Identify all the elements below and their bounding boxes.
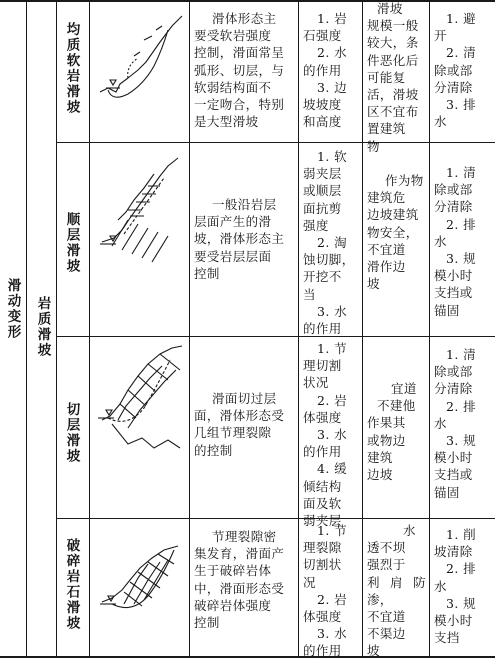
row-2-hazard-line: 建筑	[367, 449, 393, 465]
row-1-factor-line: 弱夹层	[303, 166, 342, 182]
bedding-slope-diagram	[98, 150, 184, 330]
row-1-measure-line: 支挡或	[434, 285, 473, 301]
row-2-measure-line: 水	[434, 415, 447, 431]
row-1-hazard-line: 建筑危	[367, 190, 406, 206]
row-2-description	[194, 390, 294, 459]
row-name-homogeneous-soft-rock: 均质软岩滑坡	[63, 22, 80, 115]
row-0-measures	[434, 10, 492, 130]
col-divider-6	[362, 0, 363, 658]
row-0-description-line: 要受软岩强度	[194, 28, 272, 44]
row-0-factor-line: 坡坡度	[303, 97, 342, 113]
row-3-factors	[303, 522, 359, 660]
col-divider-3	[89, 0, 90, 658]
category-deformation-label: 滑动变形	[4, 278, 21, 340]
row-0-factor-line: 和高度	[303, 114, 342, 130]
row-2-measure-line: 2. 排	[446, 398, 476, 414]
row-3-description-line: 生于破碎岩体	[194, 563, 272, 579]
row-3-measure-line: 3. 规	[446, 595, 476, 611]
row-0-description-line: 是大型滑坡	[194, 114, 259, 130]
row-3-factor-line: 的作用	[303, 643, 342, 659]
row-2-hazard-line: 宜道	[391, 381, 417, 396]
row-0-description-line: 控制，滑面常呈	[194, 45, 285, 61]
row-1-hazard-line: 边坡建筑	[367, 207, 419, 223]
row-2-description-line: 滑面切过层	[212, 391, 277, 406]
row-2-measure-line: 除或部	[434, 364, 473, 380]
row-0-hazard	[367, 0, 426, 155]
row-1-factor-line: 面抗剪	[303, 200, 342, 216]
row-2-measure-line: 锚固	[434, 484, 460, 500]
col-divider-1	[26, 0, 27, 658]
row-2-factor-line: 倾结构	[303, 478, 342, 494]
row-0-hazard-line: 滑坡	[377, 1, 403, 16]
row-1-description-line: 要受岩层层面	[194, 248, 272, 264]
row-0-description-line: 一定吻合，特别	[194, 97, 285, 113]
row-0-hazard-line: 物	[367, 138, 380, 154]
row-1-description-line: 层面产生的滑	[194, 214, 272, 230]
row-0-measure-line: 3. 排	[446, 97, 476, 113]
row-1-hazard	[367, 172, 426, 292]
row-3-hazard	[367, 522, 426, 660]
row-2-factor-line: 理切割	[303, 358, 342, 374]
row-name-cross-bedding: 切层滑坡	[63, 402, 80, 464]
row-3-hazard-line: 透不坝	[367, 540, 406, 556]
row-0-hazard-line: 活，滑坡	[367, 87, 419, 103]
row-0-hazard-line: 区不宜布	[367, 104, 419, 120]
row-3-description-line: 中，滑面形态受	[194, 580, 285, 596]
row-3-hazard-line: 坡	[367, 643, 380, 659]
row-1-measure-line: 2. 排	[446, 216, 476, 232]
row-3-factor-line: 理裂隙	[303, 540, 342, 556]
row-3-description-line: 节理裂隙密	[212, 529, 277, 544]
row-0-factor-line: 石强度	[303, 28, 342, 44]
row-3-hazard-line: 强烈于	[367, 557, 406, 573]
row-2-factor-line: 3. 水	[317, 427, 347, 443]
row-3-measure-line: 坡清除	[434, 544, 473, 560]
row-1-hazard-line: 不宜道	[367, 241, 406, 257]
row-2-description-line: 几组节理裂隙	[194, 425, 272, 441]
row-2-factor-line: 弱夹层	[303, 513, 342, 529]
row-1-description-line: 控制	[194, 265, 220, 281]
row-3-factor-line: 体强度	[303, 609, 342, 625]
row-1-factor-line: 的作用	[303, 321, 342, 337]
row-1-hazard-line: 坡	[367, 276, 380, 292]
row-3-measures	[434, 526, 492, 646]
row-1-factor-line: 3. 水	[317, 303, 347, 319]
row-1-hazard-line: 滑作边	[367, 259, 406, 275]
col-divider-2	[56, 0, 57, 658]
row-0-factor-line: 2. 水	[317, 45, 347, 61]
row-2-description-line: 的控制	[194, 442, 233, 458]
row-2-hazard-line: 或物边	[367, 432, 406, 448]
row-3-description	[194, 528, 294, 631]
row-0-description	[194, 10, 294, 130]
row-2-measures	[434, 346, 492, 501]
row-1-description	[194, 196, 294, 282]
row-2-measure-line: 3. 规	[446, 433, 476, 449]
row-0-measure-line: 除或部	[434, 62, 473, 78]
row-3-description-line: 破碎岩体强度	[194, 597, 272, 613]
row-1-description-line: 坡，滑体形态主	[194, 231, 285, 247]
cross-bedding-slope-diagram	[98, 344, 184, 512]
row-0-factors	[303, 10, 359, 130]
homogeneous-slope-diagram	[98, 6, 184, 134]
row-1-factor-line: 或顺层	[303, 183, 342, 199]
row-0-description-line: 弧形、切层，与	[194, 62, 285, 78]
row-2-hazard-line: 边坡	[367, 467, 393, 483]
row-2-measure-line: 支挡或	[434, 467, 473, 483]
row-2-factors	[303, 340, 359, 529]
row-3-hazard-line: 不渠边	[367, 626, 406, 642]
row-3-factor-line: 1. 节	[317, 523, 347, 538]
row-2-measure-line: 模小时	[434, 450, 473, 466]
row-1-measure-line: 水	[434, 233, 447, 249]
row-divider-2	[56, 336, 495, 337]
row-3-description-line: 控制	[194, 615, 220, 631]
row-name-fractured-rock: 破碎岩石滑坡	[63, 538, 80, 631]
row-3-factor-line: 3. 水	[317, 626, 347, 642]
row-1-measure-line: 3. 规	[446, 251, 476, 267]
row-2-description-line: 面，滑体形态受	[194, 408, 285, 424]
row-3-factor-line: 2. 岩	[317, 591, 347, 607]
subcategory-rock-landslide-label: 岩质滑坡	[34, 296, 51, 358]
row-divider-1	[56, 142, 495, 143]
row-2-factor-line: 面及软	[303, 495, 342, 511]
row-0-hazard-line: 较大，条	[367, 35, 419, 51]
row-3-hazard-line: 水	[403, 523, 416, 538]
row-2-hazard	[367, 380, 426, 483]
row-1-measure-line: 模小时	[434, 268, 473, 284]
row-0-hazard-line: 置建筑	[367, 121, 406, 137]
row-1-hazard-line: 作为物	[385, 173, 424, 188]
row-0-hazard-line: 可能复	[367, 69, 406, 85]
row-2-factor-line: 的作用	[303, 444, 342, 460]
col-divider-7	[429, 0, 430, 658]
row-0-measure-line: 水	[434, 114, 447, 130]
col-divider-4	[189, 0, 190, 658]
row-1-factor-line: 开挖不	[303, 269, 342, 285]
row-0-measure-line: 1. 避	[446, 11, 476, 26]
row-2-factor-line: 4. 缓	[317, 461, 347, 477]
row-2-measure-line: 1. 清	[446, 347, 476, 362]
row-1-measure-line: 分清除	[434, 199, 473, 215]
col-divider-5	[298, 0, 299, 658]
row-2-factor-line: 体强度	[303, 409, 342, 425]
row-3-measure-line: 1. 削	[446, 527, 476, 542]
row-2-factor-line: 2. 岩	[317, 392, 347, 408]
row-1-factors	[303, 148, 359, 337]
row-3-measure-line: 2. 排	[446, 561, 476, 577]
row-0-factor-line: 3. 边	[317, 79, 347, 95]
row-3-measure-line: 支挡	[434, 630, 460, 646]
row-0-measure-line: 2. 清	[446, 45, 476, 61]
row-1-measure-line: 除或部	[434, 182, 473, 198]
row-1-measures	[434, 164, 492, 319]
row-2-factor-line: 状况	[303, 375, 329, 391]
row-3-measure-line: 水	[434, 578, 447, 594]
row-0-factor-line: 1. 岩	[317, 11, 347, 26]
row-0-description-line: 滑体形态主	[212, 11, 277, 26]
row-1-factor-line: 2. 淘	[317, 235, 347, 251]
row-0-hazard-line: 规模一般	[367, 18, 419, 34]
row-3-measure-line: 模小时	[434, 613, 473, 629]
row-2-measure-line: 分清除	[434, 381, 473, 397]
row-1-factor-line: 蚀切脚，	[303, 252, 355, 268]
row-divider-3	[56, 518, 495, 519]
row-0-measure-line: 开	[434, 28, 447, 44]
row-1-hazard-line: 物安全，	[367, 224, 419, 240]
row-3-description-line: 集发育，滑面产	[194, 546, 285, 562]
row-2-factor-line: 1. 节	[317, 341, 347, 356]
row-0-measure-line: 分清除	[434, 79, 473, 95]
row-2-hazard-line: 作果其	[367, 415, 406, 431]
fractured-rock-slope-diagram	[98, 526, 184, 650]
row-0-hazard-line: 件恶化后	[367, 52, 419, 68]
row-3-factor-line: 况	[303, 574, 316, 590]
row-1-measure-line: 1. 清	[446, 165, 476, 180]
row-1-factor-line: 强度	[303, 217, 329, 233]
row-3-hazard-line: 不宜道	[367, 609, 406, 625]
row-1-factor-line: 当	[303, 286, 316, 302]
row-name-bedding: 顺层滑坡	[63, 212, 80, 274]
row-3-hazard-line: 利肩防渗，	[367, 574, 426, 607]
row-3-factor-line: 切割状	[303, 557, 342, 573]
row-0-description-line: 软弱结构面不	[194, 79, 272, 95]
row-1-description-line: 一般沿岩层	[212, 197, 277, 212]
row-1-measure-line: 锚固	[434, 302, 460, 318]
row-1-factor-line: 1. 软	[317, 149, 347, 164]
row-0-factor-line: 的作用	[303, 62, 342, 78]
row-2-hazard-line: 不建他	[377, 398, 416, 414]
